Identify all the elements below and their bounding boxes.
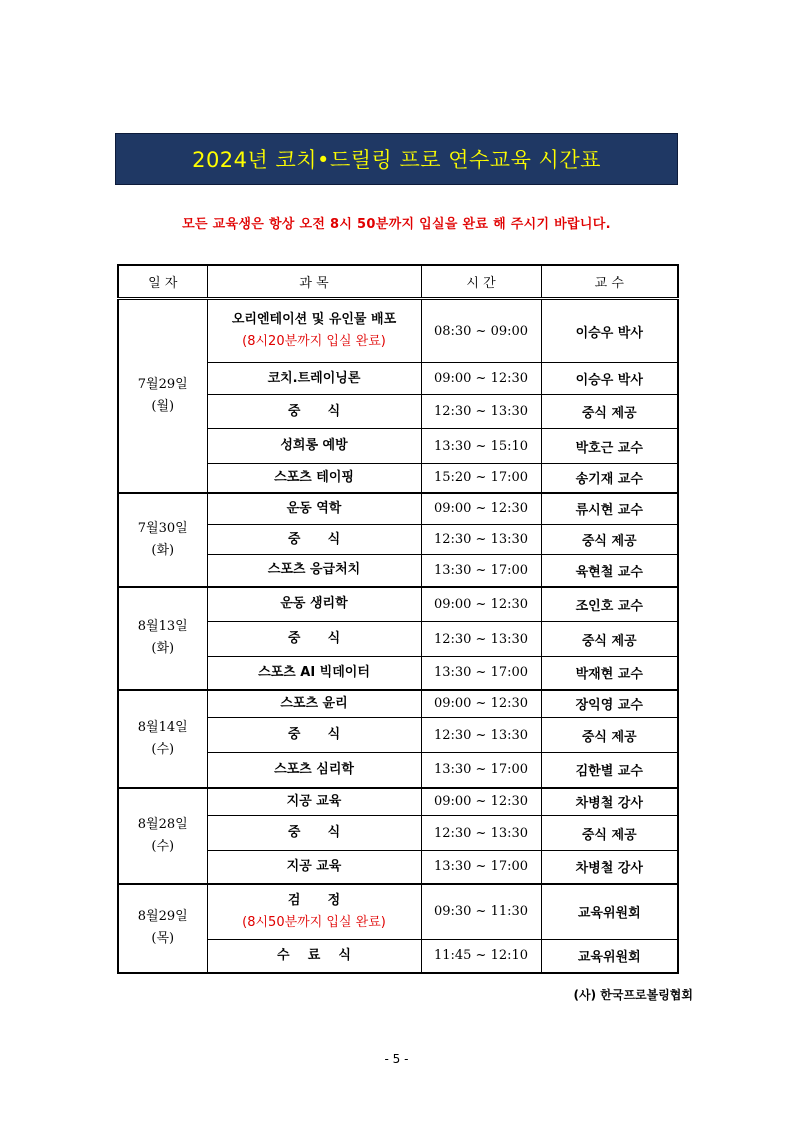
header-subject: 과 목 [207, 265, 421, 299]
subject-label: 중 식 [287, 631, 341, 646]
date-cell [118, 493, 207, 587]
date-cell [118, 587, 207, 690]
subject-cell [207, 464, 421, 493]
time-cell: 09:00 ~ 12:30 [421, 587, 541, 622]
table-row [118, 299, 678, 363]
time-cell: 13:30 ~ 17:00 [421, 851, 541, 884]
subject-cell [207, 395, 421, 429]
instructor-cell: 장익영 교수 [541, 690, 678, 718]
time-cell: 09:00 ~ 12:30 [421, 363, 541, 395]
instructor-cell: 류시현 교수 [541, 493, 678, 525]
instructor-cell: 중식 제공 [541, 395, 678, 429]
subject-cell [207, 851, 421, 884]
time-cell: 09:00 ~ 12:30 [421, 788, 541, 816]
table-row [118, 493, 678, 525]
weekday-label: (수) [151, 741, 175, 757]
date-label: 8월28일 [137, 816, 188, 832]
organization-name: (사) 한국프로볼링협회 [573, 988, 693, 1002]
instructor-cell: 차병철 강사 [541, 851, 678, 884]
subject-cell [207, 788, 421, 816]
instructor-cell: 육현철 교수 [541, 555, 678, 587]
date-cell [118, 788, 207, 884]
subject-label: 스포츠 심리학 [274, 761, 354, 777]
notice-text: 모든 교육생은 항상 오전 8시 50분까지 입실을 완료 해 주시기 바랍니다. [182, 217, 611, 232]
subject-cell [207, 690, 421, 718]
weekday-label: (목) [151, 931, 175, 946]
weekday-label: (화) [151, 542, 175, 558]
instructor-cell: 조인호 교수 [541, 587, 678, 622]
time-cell: 11:45 ~ 12:10 [421, 940, 541, 973]
time-cell: 12:30 ~ 13:30 [421, 718, 541, 753]
subject-cell [207, 299, 421, 363]
subject-label: 중 식 [287, 825, 341, 840]
date-label: 8월13일 [137, 619, 188, 634]
time-cell: 13:30 ~ 15:10 [421, 429, 541, 464]
subject-label: 중 식 [287, 531, 341, 547]
subject-cell [207, 493, 421, 525]
time-cell: 08:30 ~ 09:00 [421, 299, 541, 363]
date-cell [118, 299, 207, 493]
schedule-table [117, 264, 679, 974]
subject-cell [207, 587, 421, 622]
instructor-cell: 교육위원회 [541, 940, 678, 973]
instructor-cell: 김한별 교수 [541, 753, 678, 788]
date-label: 8월29일 [137, 909, 188, 924]
weekday-label: (화) [151, 641, 175, 656]
subject-cell [207, 816, 421, 851]
subject-label: 중 식 [287, 403, 341, 419]
date-label: 8월14일 [137, 719, 188, 735]
subject-note: (8시50분까지 입실 완료) [242, 914, 386, 930]
table-row [118, 587, 678, 622]
header-date: 일 자 [118, 265, 207, 299]
subject-note: (8시20분까지 입실 완료) [242, 334, 386, 349]
weekday-label: (월) [151, 398, 175, 414]
time-cell: 13:30 ~ 17:00 [421, 555, 541, 587]
instructor-cell: 송기재 교수 [541, 464, 678, 493]
subject-label: 중 식 [287, 727, 341, 742]
time-cell: 12:30 ~ 13:30 [421, 816, 541, 851]
subject-cell [207, 429, 421, 464]
time-cell: 13:30 ~ 17:00 [421, 657, 541, 690]
subject-cell [207, 884, 421, 940]
subject-cell [207, 622, 421, 657]
instructor-cell: 박호근 교수 [541, 429, 678, 464]
subject-cell [207, 363, 421, 395]
subject-cell [207, 525, 421, 555]
header-row [118, 265, 678, 299]
subject-cell [207, 940, 421, 973]
instructor-cell: 차병철 강사 [541, 788, 678, 816]
table-row [118, 690, 678, 718]
instructor-cell: 중식 제공 [541, 816, 678, 851]
time-cell: 12:30 ~ 13:30 [421, 395, 541, 429]
subject-label: 스포츠 AI 빅데이터 [258, 664, 370, 680]
subject-label: 오리엔테이션 및 유인물 배포 [231, 312, 397, 327]
date-label: 7월30일 [137, 520, 188, 536]
time-cell: 09:00 ~ 12:30 [421, 493, 541, 525]
subject-cell [207, 555, 421, 587]
subject-label: 코치.트레이닝론 [267, 370, 361, 386]
instructor-cell: 이승우 박사 [541, 363, 678, 395]
subject-label: 스포츠 윤리 [280, 695, 348, 711]
subject-label: 지공 교육 [286, 858, 342, 874]
subject-label: 지공 교육 [286, 793, 342, 809]
time-cell: 09:30 ~ 11:30 [421, 884, 541, 940]
subject-label: 검 정 [287, 892, 341, 908]
instructor-cell: 중식 제공 [541, 622, 678, 657]
time-cell: 15:20 ~ 17:00 [421, 464, 541, 493]
time-cell: 12:30 ~ 13:30 [421, 525, 541, 555]
instructor-cell: 박재현 교수 [541, 657, 678, 690]
date-cell [118, 690, 207, 788]
instructor-cell: 중식 제공 [541, 525, 678, 555]
subject-cell [207, 718, 421, 753]
schedule-body [118, 299, 678, 973]
time-cell: 13:30 ~ 17:00 [421, 753, 541, 788]
page-number: - 5 - [384, 1052, 409, 1066]
subject-label: 스포츠 응급처치 [267, 562, 361, 578]
title-banner [115, 133, 678, 185]
instructor-cell: 중식 제공 [541, 718, 678, 753]
header-instructor: 교 수 [541, 265, 678, 299]
instructor-cell: 교육위원회 [541, 884, 678, 940]
table-row [118, 788, 678, 816]
subject-label: 성희롱 예방 [280, 438, 348, 453]
time-cell: 09:00 ~ 12:30 [421, 690, 541, 718]
time-cell: 12:30 ~ 13:30 [421, 622, 541, 657]
instructor-cell: 이승우 박사 [541, 299, 678, 363]
table-row [118, 884, 678, 940]
header-time: 시 간 [421, 265, 541, 299]
subject-cell [207, 657, 421, 690]
date-cell [118, 884, 207, 973]
subject-label: 수 료 식 [277, 947, 351, 963]
page-title: 2024년 코치•드릴링 프로 연수교육 시간표 [192, 148, 601, 172]
subject-label: 스포츠 테이핑 [274, 469, 354, 485]
subject-label: 운동 생리학 [280, 596, 348, 612]
date-label: 7월29일 [137, 376, 188, 392]
subject-label: 운동 역학 [286, 500, 342, 516]
weekday-label: (수) [151, 838, 175, 854]
subject-cell [207, 753, 421, 788]
